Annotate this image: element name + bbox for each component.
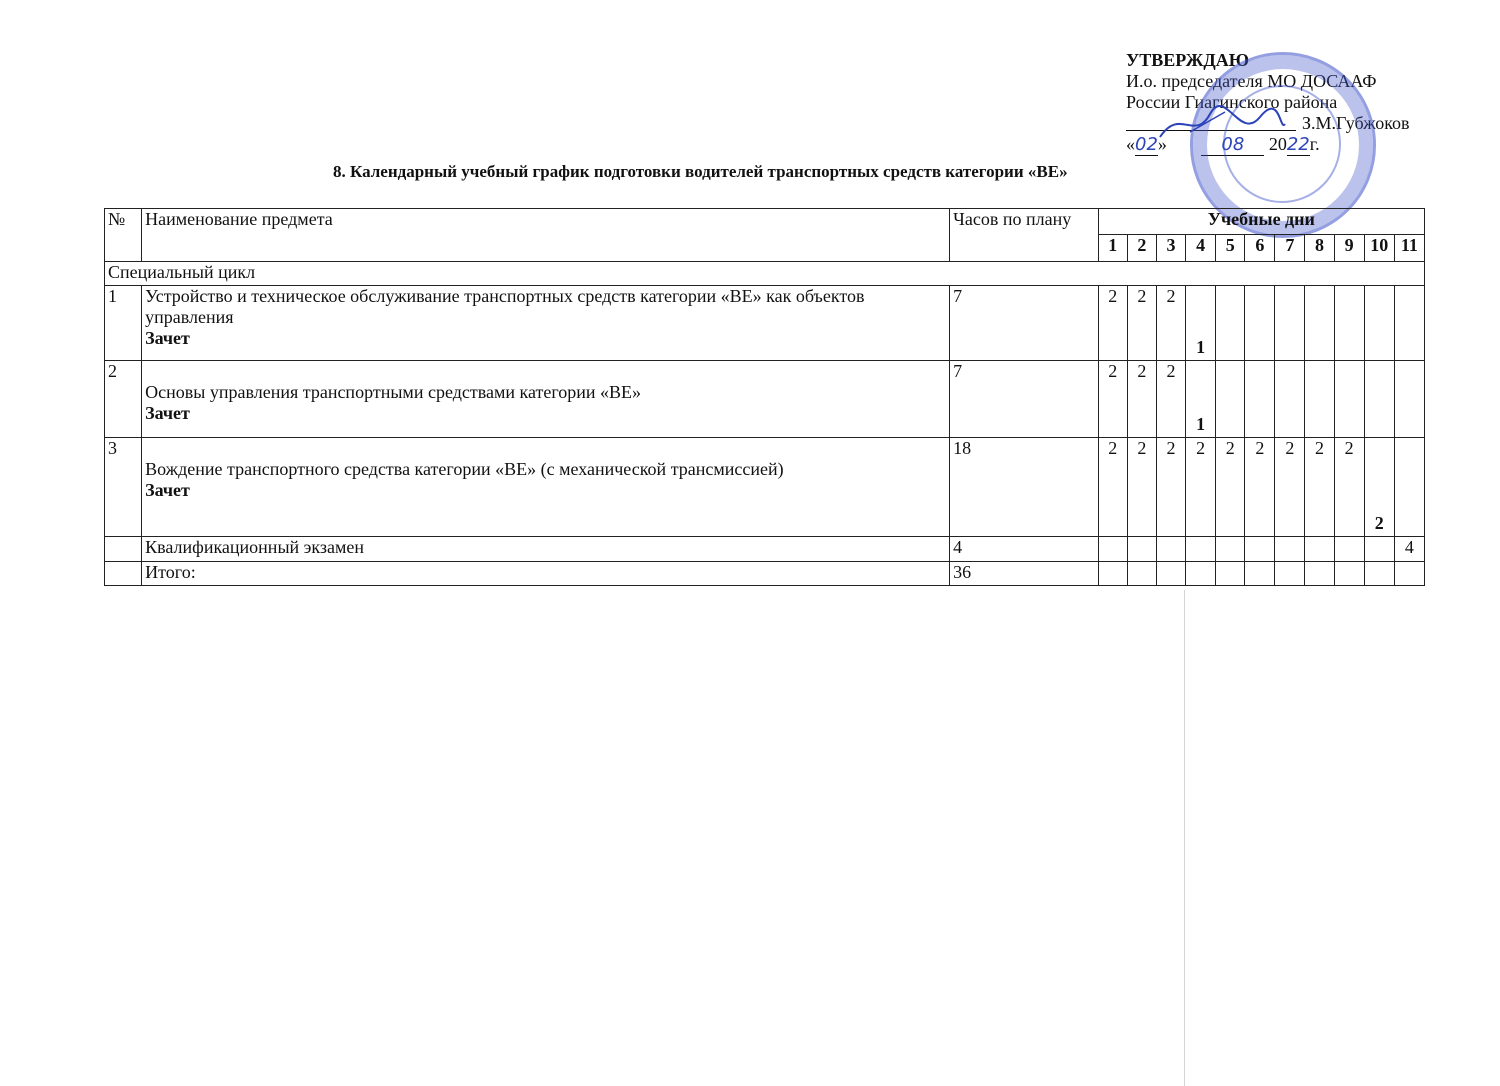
day-cell: 2 (1275, 438, 1305, 537)
row-subject (142, 361, 950, 438)
day-cell (1364, 562, 1394, 586)
date-day: 02 (1135, 134, 1158, 155)
day-header: 1 (1098, 235, 1127, 262)
day-cell (1098, 562, 1127, 586)
date-month: 08 (1201, 134, 1264, 156)
date-close-quote: » (1157, 134, 1167, 154)
subject-name: Устройство и техническое обслуживание транспортных средств категории «ВЕ» как объектов управления (145, 286, 865, 327)
day-cell (1305, 537, 1334, 562)
row-subject (142, 438, 950, 537)
row-num: 2 (105, 361, 142, 438)
day-cell: 2 (1098, 286, 1127, 361)
exam-day-value: 1 (1196, 337, 1206, 357)
day-cell: 2 (1127, 361, 1156, 438)
day-cell (1364, 537, 1394, 562)
day-cell (1275, 537, 1305, 562)
day-cell: 2 (1156, 286, 1185, 361)
section-row (105, 262, 1425, 286)
subject-name: Вождение транспортного средства категории «ВЕ» (с механической трансмиссией) (145, 459, 784, 479)
day-cell (1186, 361, 1216, 438)
date-year-prefix: 20 (1268, 134, 1287, 154)
day-header: 6 (1245, 235, 1275, 262)
qual-exam-row (105, 537, 1425, 562)
day-cell (1275, 562, 1305, 586)
day-cell (1127, 537, 1156, 562)
qual-exam-label: Квалификационный экзамен (142, 537, 950, 562)
exam-day-value: 1 (1196, 414, 1206, 434)
day-cell (1156, 537, 1185, 562)
row-num (105, 562, 142, 586)
day-cell (1394, 286, 1424, 361)
day-cell: 2 (1098, 361, 1127, 438)
day-cell (1334, 562, 1364, 586)
row-hours: 7 (950, 361, 1099, 438)
schedule-table (104, 208, 1425, 586)
day-cell (1216, 286, 1245, 361)
day-cell (1305, 361, 1334, 438)
day-cell (1334, 286, 1364, 361)
approval-date (1126, 134, 1426, 156)
day-cell (1186, 286, 1216, 361)
day-header: 9 (1334, 235, 1364, 262)
day-header: 3 (1156, 235, 1185, 262)
day-cell (1334, 361, 1364, 438)
day-cell: 2 (1334, 438, 1364, 537)
day-cell (1334, 537, 1364, 562)
table-row (105, 361, 1425, 438)
approval-block (1126, 50, 1426, 156)
col-days-header: Учебные дни (1098, 209, 1424, 235)
day-cell: 2 (1156, 361, 1185, 438)
qual-exam-day-value: 4 (1394, 537, 1424, 562)
date-year-end: г. (1309, 134, 1320, 154)
day-cell (1186, 562, 1216, 586)
day-cell (1305, 562, 1334, 586)
day-cell (1394, 438, 1424, 537)
day-header: 8 (1305, 235, 1334, 262)
col-hours-header: Часов по плану (950, 209, 1099, 262)
scan-edge-line (1184, 590, 1185, 1086)
subject-name: Основы управления транспортными средствами категории «ВЕ» (145, 382, 642, 402)
total-row (105, 562, 1425, 586)
signature-line (1126, 113, 1426, 134)
day-cell (1394, 361, 1424, 438)
day-cell: 2 (1127, 438, 1156, 537)
day-cell: 2 (1127, 286, 1156, 361)
day-header: 10 (1364, 235, 1394, 262)
col-subject-header: Наименование предмета (142, 209, 950, 262)
row-hours: 7 (950, 286, 1099, 361)
day-cell (1216, 537, 1245, 562)
day-cell (1275, 286, 1305, 361)
exam-day-value: 2 (1374, 513, 1384, 533)
row-num (105, 537, 142, 562)
total-hours: 36 (950, 562, 1099, 586)
signer-name: З.М.Губжоков (1302, 113, 1410, 133)
date-year-suffix: 22 (1286, 134, 1310, 155)
row-hours: 18 (950, 438, 1099, 537)
day-cell (1245, 361, 1275, 438)
day-cell (1216, 361, 1245, 438)
row-num: 3 (105, 438, 142, 537)
day-cell (1394, 562, 1424, 586)
col-num-header: № (105, 209, 142, 262)
qual-exam-hours: 4 (950, 537, 1099, 562)
day-header: 2 (1127, 235, 1156, 262)
day-cell (1216, 562, 1245, 586)
date-open-quote: « (1126, 134, 1135, 154)
day-cell (1364, 286, 1394, 361)
day-cell (1364, 438, 1394, 537)
day-cell (1098, 537, 1127, 562)
day-cell (1245, 286, 1275, 361)
day-cell (1127, 562, 1156, 586)
table-row (105, 438, 1425, 537)
day-header: 7 (1275, 235, 1305, 262)
day-cell (1156, 562, 1185, 586)
subject-exam: Зачет (145, 480, 190, 500)
day-header: 5 (1216, 235, 1245, 262)
row-num: 1 (105, 286, 142, 361)
subject-exam: Зачет (145, 403, 190, 423)
day-cell (1364, 361, 1394, 438)
day-cell (1245, 537, 1275, 562)
schedule-title: 8. Календарный учебный график подготовки водителей транспортных средств категории «ВЕ» (333, 162, 1068, 181)
day-header: 4 (1186, 235, 1216, 262)
day-header: 11 (1394, 235, 1424, 262)
table-row (105, 286, 1425, 361)
day-cell: 2 (1305, 438, 1334, 537)
day-cell (1305, 286, 1334, 361)
approval-heading: УТВЕРЖДАЮ (1126, 50, 1250, 70)
header-row (105, 209, 1425, 235)
approval-line-2: России Гиагинского района (1126, 92, 1338, 112)
day-cell: 2 (1156, 438, 1185, 537)
day-cell: 2 (1186, 438, 1216, 537)
day-cell: 2 (1245, 438, 1275, 537)
section-label: Специальный цикл (105, 262, 1425, 286)
row-subject (142, 286, 950, 361)
day-cell (1275, 361, 1305, 438)
subject-exam: Зачет (145, 328, 190, 348)
day-cell (1186, 537, 1216, 562)
approval-line-1: И.о. председателя МО ДОСААФ (1126, 71, 1377, 91)
day-cell: 2 (1216, 438, 1245, 537)
day-cell: 2 (1098, 438, 1127, 537)
total-label: Итого: (142, 562, 950, 586)
day-cell (1245, 562, 1275, 586)
signature-blank (1126, 113, 1296, 131)
